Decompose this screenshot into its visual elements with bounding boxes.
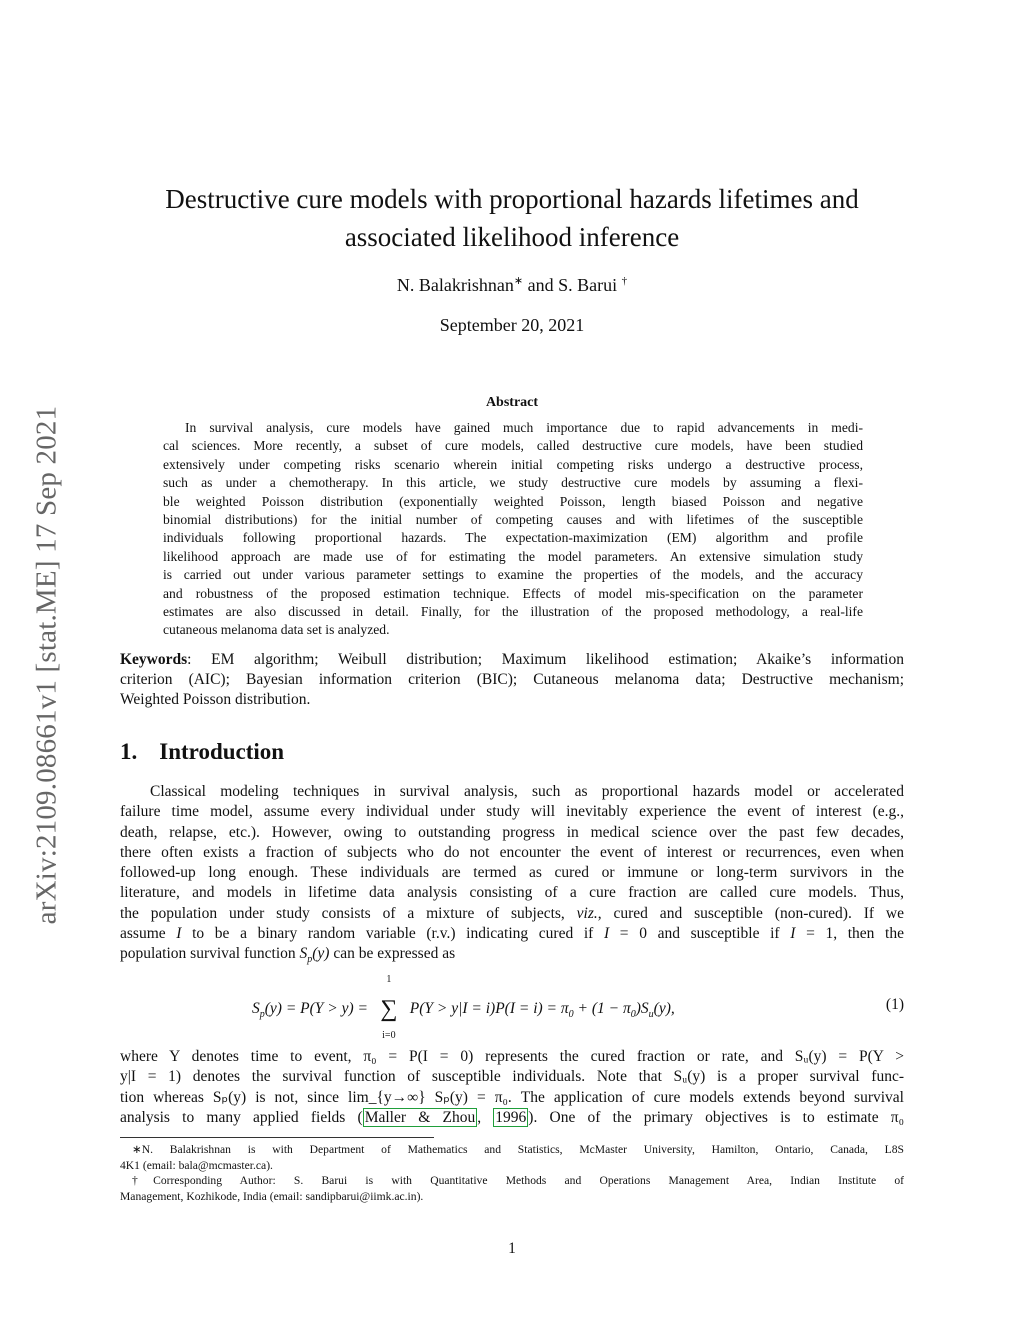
paragraph-line: [120, 924, 904, 944]
arxiv-identifier: arXiv:2109.08661v1 [stat.ME] 17 Sep 2021: [30, 405, 63, 925]
footnote-1-line: 4K1 (email: bala@mcmaster.ca).: [120, 1158, 273, 1172]
eq-expr: (y) = P(Y > y) =: [264, 1000, 368, 1018]
abstract-heading: Abstract: [485, 395, 539, 410]
authors: [120, 274, 904, 296]
paragraph-line: literature, and models in lifetime data analysis consisting of a cure fraction are called cure models. Thus,: [120, 884, 904, 902]
text-span: population survival function: [120, 945, 300, 963]
paragraph-line: [120, 944, 904, 964]
equation-1: [120, 974, 904, 1041]
text-span: ). One of the primary objectives is to estimate π₀: [528, 1108, 904, 1126]
text-span: the population under study consists of a mixture of subjects,: [120, 904, 577, 922]
equation-number: (1): [885, 996, 904, 1013]
abstract-line: extensively under competing risks scenario wherein initial competing risks undergo a destructive process,: [163, 456, 863, 472]
page-number: 1: [508, 1240, 516, 1257]
paragraph-line: y|I = 1) denotes the survival function of susceptible individuals. Note that Sᵤ(y) is a proper survival func-: [120, 1068, 904, 1086]
paragraph-line: [120, 904, 904, 924]
eq-expr: (y),: [653, 1000, 675, 1018]
eq-sub: 0: [568, 1009, 574, 1021]
abstract-line: cal sciences. More recently, a subset of cure models, called destructive cure models, have been studied: [163, 438, 863, 454]
paragraph-line: tion whereas Sₚ(y) is not, since lim_{y→∞} Sₚ(y) = π₀. The application of cure models extends beyond survival: [120, 1088, 904, 1106]
eq-lhs: S: [252, 1000, 260, 1018]
sum-upper-limit: 1: [386, 974, 392, 985]
math-I: I: [790, 925, 796, 943]
footnotes: [120, 1142, 904, 1204]
equation-body: [252, 974, 675, 1041]
keywords-line-1: : EM algorithm; Weibull distribution; Maximum likelihood estimation; Akaike’s information: [187, 651, 904, 668]
author-1-footnote-mark[interactable]: ∗: [513, 275, 524, 287]
footnote-1-line: ∗N. Balakrishnan is with Department of Mathematics and Statistics, McMaster University, Hamilton, Ontario, Canada, L8S: [132, 1143, 904, 1156]
author-2-footnote-mark[interactable]: †: [621, 275, 628, 287]
eq-lhs-sub: p: [259, 1009, 265, 1021]
paper-date: September 20, 2021: [439, 315, 585, 335]
citation-link-year[interactable]: 1996: [495, 1108, 527, 1126]
italic-viz: viz.: [576, 904, 598, 922]
abstract-line: cutaneous melanoma data set is analyzed.: [163, 622, 390, 638]
section-heading-introduction: [120, 739, 284, 765]
text-span: = 0 and susceptible if: [609, 925, 791, 943]
eq-expr: )S: [635, 1000, 649, 1018]
math-I: I: [603, 925, 610, 943]
paragraph-line: where Y denotes time to event, π₀ = P(I = 0) represents the cured fraction or rate, and Sᵤ(y) = P(Y >: [120, 1048, 904, 1065]
section-title: Introduction: [159, 739, 285, 764]
text-span: = 1, then the: [795, 925, 904, 943]
keywords-line-3: Weighted Poisson distribution.: [120, 691, 311, 708]
paper-title: [120, 180, 904, 256]
abstract-line: likelihood approach are made use of for estimating the model parameters. An extensive simulation study: [163, 548, 863, 564]
author-2: S. Barui: [558, 275, 618, 295]
citation-link-maller-zhou[interactable]: Maller & Zhou: [364, 1108, 476, 1126]
math-I: I: [176, 925, 182, 943]
title-line-1: Destructive cure models with proportional hazards lifetimes and: [165, 184, 859, 214]
paragraph-line: Classical modeling techniques in survival analysis, such as proportional hazards model or accelerated: [150, 783, 904, 800]
abstract-body: [163, 419, 863, 640]
paragraph-line: [120, 1108, 904, 1128]
paragraph-line: death, relapse, etc.). However, owing to outstanding progress in medical science over the past few decades,: [120, 823, 904, 841]
abstract-line: ble weighted Poisson distribution (exponentially weighted Poisson, length biased Poisson and negative: [163, 493, 863, 509]
text-span: to be a binary random variable (r.v.) indicating cured if: [181, 925, 604, 943]
keywords-line-2: criterion (AIC); Bayesian information criterion (BIC); Cutaneous melanoma data; Destructive mechanism;: [120, 671, 904, 688]
paragraph-line: failure time model, assume every individual under study will inevitably experience the event of interest (e.g.,: [120, 803, 904, 821]
abstract-line: and robustness of the proposed estimation technique. Effects of model mis-specification on the parameter: [163, 585, 863, 601]
intro-paragraph: [120, 782, 904, 965]
abstract-line: individuals following proportional hazards. The expectation-maximization (EM) algorithm and profile: [163, 530, 863, 546]
footnote-2-line: †Corresponding Author: S. Barui is with Quantitative Methods and Operations Management Area, Indian Institute of: [132, 1174, 904, 1188]
text-span: can be expressed as: [329, 945, 456, 963]
paragraph-line: there often exists a fraction of subjects who do not encounter the event of interest or recurrences, even when: [120, 843, 904, 861]
footnote-divider: [120, 1137, 434, 1138]
author-conjunction: and: [527, 275, 554, 295]
arxiv-sidebar: [32, 350, 62, 980]
keywords-label: Keywords: [120, 651, 188, 668]
sum-lower-limit: i=0: [382, 1030, 396, 1041]
text-span: , cured and susceptible (non-cured). If we: [597, 904, 904, 922]
eq-sub: u: [648, 1009, 654, 1021]
paragraph-line: followed-up long enough. These individuals are termed as cured or immune or long-term survivors in the: [120, 864, 904, 882]
section-number: 1.: [120, 739, 138, 764]
post-equation-paragraph: [120, 1047, 904, 1128]
author-1: N. Balakrishnan: [396, 275, 514, 295]
eq-sub: 0: [630, 1009, 636, 1021]
eq-expr: + (1 − π: [573, 1000, 631, 1018]
title-line-2: associated likelihood inference: [344, 222, 680, 252]
abstract-line: In survival analysis, cure models have gained much importance due to rapid advancements in medi-: [185, 420, 863, 435]
summation-symbol: 1 ∑ i=0: [374, 996, 404, 1023]
abstract-line: is carried out under various parameter settings to examine the properties of the models, and the accuracy: [163, 567, 863, 583]
abstract-line: binomial distributions) for the initial number of competing causes and with lifetimes of the susceptible: [163, 511, 863, 527]
math-Sp: $S_p(y)$: [299, 945, 330, 965]
keywords: [120, 650, 904, 710]
eq-expr: P(Y > y|I = i)P(I = i) = π: [409, 1000, 569, 1018]
text-span: ,: [477, 1108, 494, 1126]
text-span: analysis to many applied fields (: [120, 1108, 363, 1126]
text-span: assume: [120, 925, 177, 943]
abstract-line: estimates are also discussed in detail. Finally, for the illustration of the proposed methodology, a real-life: [163, 603, 863, 619]
footnote-2-line: Management, Kozhikode, India (email: sandipbarui@iimk.ac.in).: [120, 1189, 424, 1203]
abstract-line: such as under a chemotherapy. In this article, we study destructive cure models by assuming a flexi-: [163, 475, 863, 491]
